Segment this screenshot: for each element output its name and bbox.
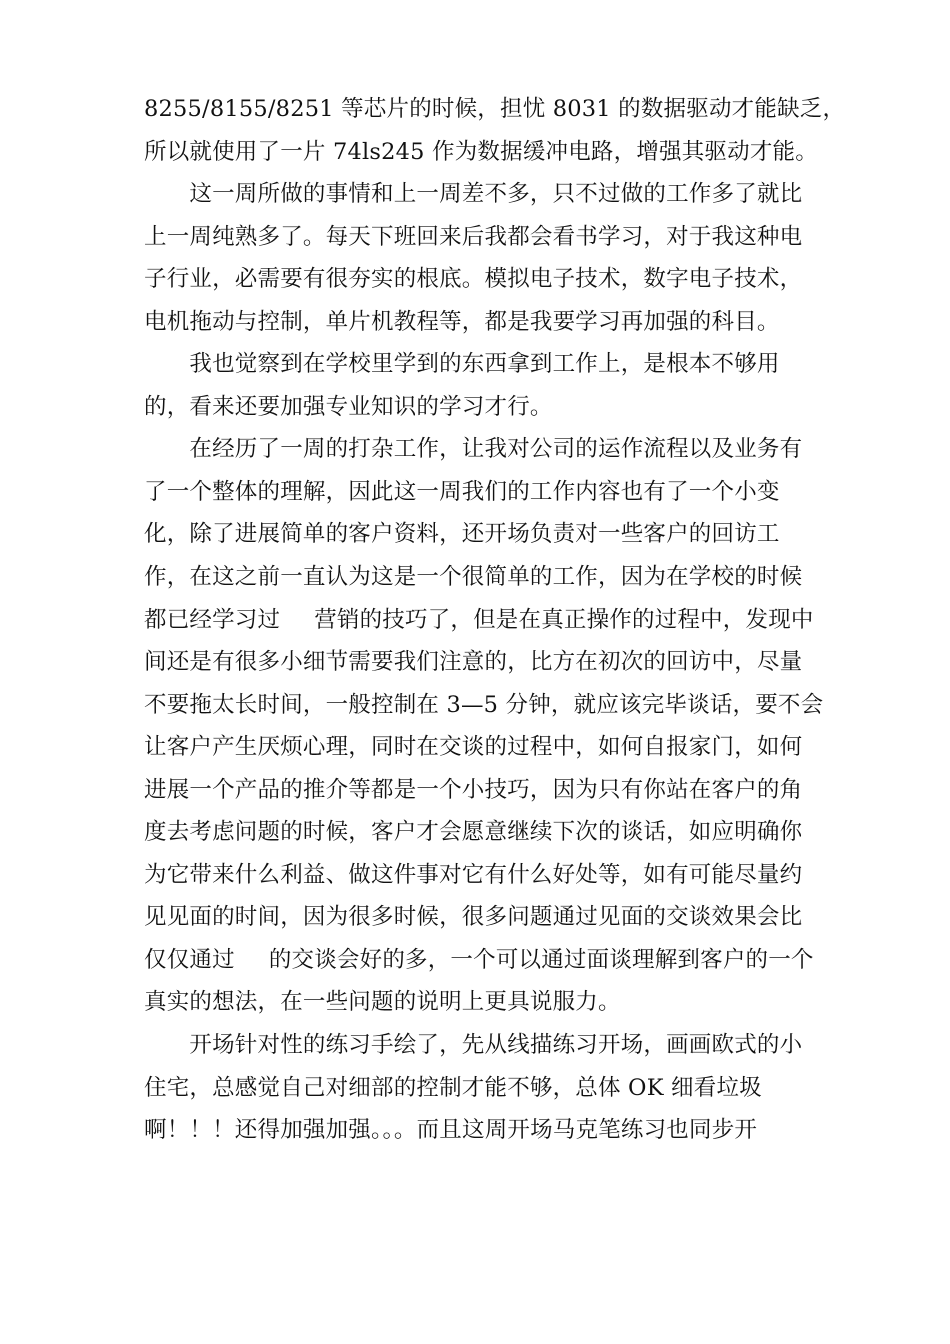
text-line-13-part-b: 营销的技巧了，但是在真正操作的过程中，发现中 xyxy=(314,606,814,633)
text-line-4: 上一周纯熟多了。每天下班回来后我都会看书学习，对于我这种电 xyxy=(144,223,803,250)
text-line-9: 在经历了一周的打杂工作，让我对公司的运作流程以及业务有 xyxy=(144,436,803,463)
text-line-20: 见见面的时间，因为很多时候，很多问题通过见面的交谈效果会比 xyxy=(144,904,803,931)
text-line-21-part-a: 仅仅通过 xyxy=(144,946,235,973)
body-text xyxy=(144,88,846,1152)
text-line-17: 进展一个产品的推介等都是一个小技巧，因为只有你站在客户的角 xyxy=(144,776,803,803)
text-line-8: 的，看来还要加强专业知识的学习才行。 xyxy=(144,393,553,420)
text-line-24: 住宅，总感觉自己对细部的控制才能不够，总体 OK 细看垃圾 xyxy=(144,1074,762,1101)
text-line-14: 间还是有很多小细节需要我们注意的，比方在初次的回访中，尽量 xyxy=(144,649,803,676)
text-line-25: 啊！！！还得加强加强。。。而且这周开场马克笔练习也同步开 xyxy=(144,1117,758,1144)
text-line-21 xyxy=(144,939,824,982)
text-line-1: 8255/8155/8251 等芯片的时候，担忧 8031 的数据驱动才能缺乏， xyxy=(144,96,846,122)
text-line-16: 让客户产生厌烦心理，同时在交谈的过程中，如何自报家门，如何 xyxy=(144,734,803,761)
text-line-22: 真实的想法，在一些问题的说明上更具说服力。 xyxy=(144,989,621,1016)
text-line-11: 化，除了进展简单的客户资料，还开场负责对一些客户的回访工 xyxy=(144,521,780,548)
text-line-23: 开场针对性的练习手绘了，先从线描练习开场，画画欧式的小 xyxy=(144,1032,803,1059)
text-line-18: 度去考虑问题的时候，客户才会愿意继续下次的谈话，如应明确你 xyxy=(144,819,803,846)
text-line-21-part-b: 的交谈会好的多，一个可以通过面谈理解到客户的一个 xyxy=(268,946,814,973)
text-line-2: 所以就使用了一片 74ls245 作为数据缓冲电路，增强其驱动才能。 xyxy=(144,138,818,165)
text-line-5: 子行业，必需要有很夯实的根底。模拟电子技术，数字电子技术， xyxy=(144,266,803,293)
text-line-12: 作，在这之前一直认为这是一个很简单的工作，因为在学校的时候 xyxy=(144,564,803,591)
text-line-15: 不要拖太长时间，一般控制在 3—5 分钟，就应该完毕谈话，要不会 xyxy=(144,691,824,718)
text-line-10: 了一个整体的理解，因此这一周我们的工作内容也有了一个小变 xyxy=(144,478,780,505)
text-line-6: 电机拖动与控制，单片机教程等，都是我要学习再加强的科目。 xyxy=(144,308,780,335)
text-line-3: 这一周所做的事情和上一周差不多，只不过做的工作多了就比 xyxy=(144,181,803,208)
text-line-19: 为它带来什么利益、做这件事对它有什么好处等，如有可能尽量约 xyxy=(144,861,803,888)
text-line-13-part-a: 都已经学习过 xyxy=(144,606,281,633)
text-line-13 xyxy=(144,599,824,642)
text-line-7: 我也觉察到在学校里学到的东西拿到工作上，是根本不够用 xyxy=(144,351,780,378)
